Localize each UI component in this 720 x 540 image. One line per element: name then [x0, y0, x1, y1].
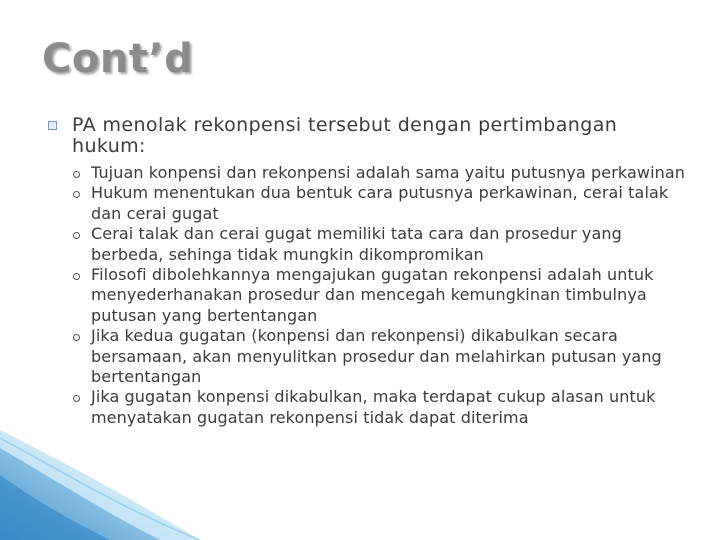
sub-point-text: Hukum menentukan dua bentuk cara putusnya perkawinan, cerai talak dan cerai gugat [91, 183, 669, 223]
sub-point [72, 326, 688, 387]
main-point [48, 115, 688, 157]
content-area [48, 115, 688, 428]
hollow-circle-bullet-icon [73, 334, 80, 341]
sub-point-text: Jika gugatan konpensi dikabulkan, maka terdapat cukup alasan untuk menyatakan gugatan rekonpensi tidak dapat diterima [91, 387, 656, 427]
sub-point [72, 224, 688, 265]
sub-point-text: Jika kedua gugatan (konpensi dan rekonpensi) dikabulkan secara bersamaan, akan menyulitkan prosedur dan melahirkan putusan yang bertentangan [91, 326, 662, 387]
sub-point [72, 265, 688, 326]
sub-point-text: Cerai talak dan cerai gugat memiliki tata cara dan prosedur yang berbeda, sehinga tidak mungkin dikompromikan [91, 224, 622, 264]
main-point-text: PA menolak rekonpensi tersebut dengan pertimbangan hukum: [72, 114, 618, 157]
sub-point [72, 387, 688, 428]
sub-point-text: Tujuan konpensi dan rekonpensi adalah sama yaitu putusnya perkawinan [91, 163, 686, 182]
hollow-circle-bullet-icon [73, 171, 80, 178]
hollow-circle-bullet-icon [73, 232, 80, 239]
corner-wave-decoration [0, 430, 200, 540]
sub-point-text: Filosofi dibolehkannya mengajukan gugatan rekonpensi adalah untuk menyederhanakan prosedur dan mencegah kemungkinan timbulnya putusan yang bertentangan [91, 265, 654, 325]
square-bullet-icon [48, 121, 57, 130]
slide-title: Cont’d [42, 36, 194, 82]
hollow-circle-bullet-icon [73, 273, 80, 280]
sub-point-list [48, 163, 688, 428]
sub-point [72, 183, 688, 224]
hollow-circle-bullet-icon [73, 395, 80, 402]
sub-point [72, 163, 688, 183]
hollow-circle-bullet-icon [73, 191, 80, 198]
